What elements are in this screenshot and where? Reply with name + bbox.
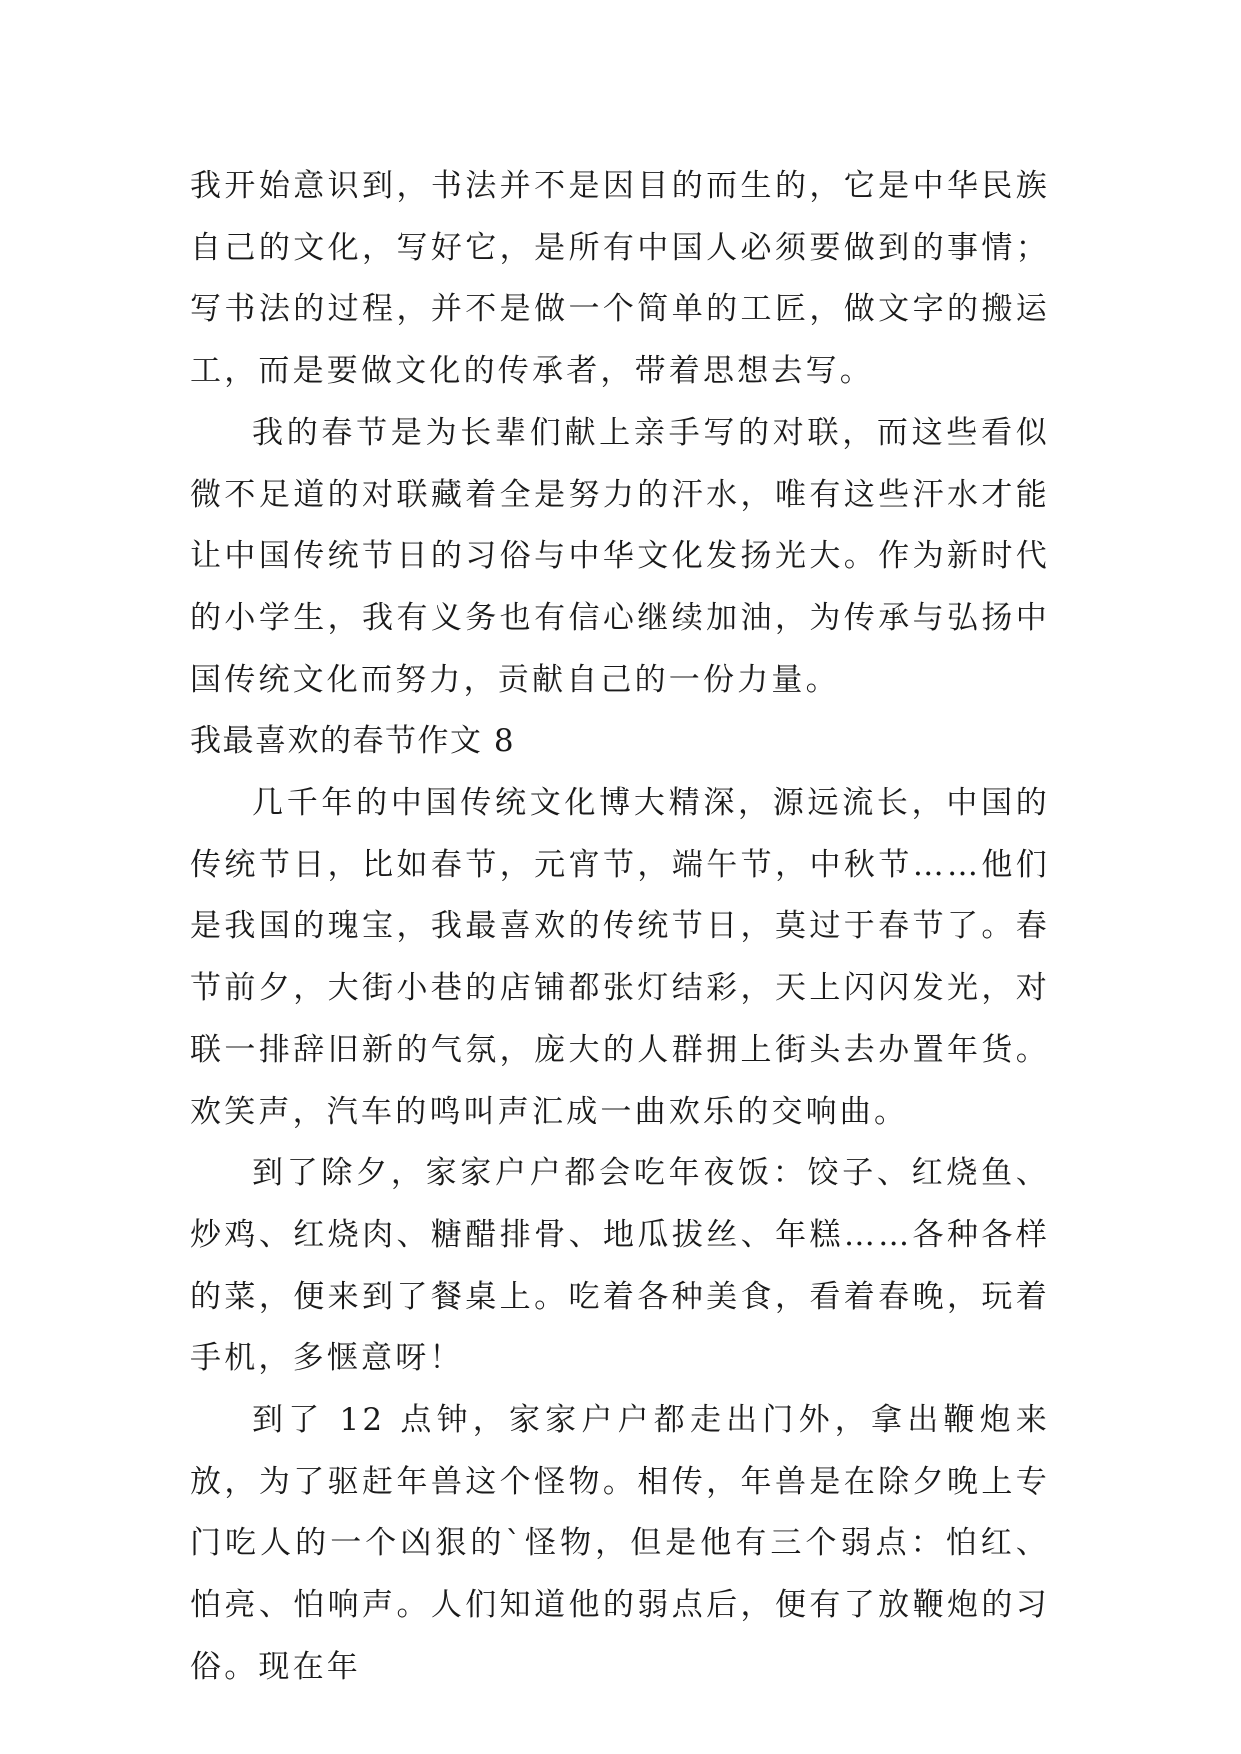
paragraph-new-years-eve-dinner: 到了除夕，家家户户都会吃年夜饭：饺子、红烧鱼、炒鸡、红烧肉、糖醋排骨、地瓜拔丝、年糕……各种各样的菜，便来到了餐桌上。吃着各种美食，看着春晚，玩着手机，多惬意呀！	[190, 1155, 1050, 1377]
essay-heading: 我最喜欢的春节作文 8	[190, 723, 516, 760]
paragraph-traditional-culture: 几千年的中国传统文化博大精深，源远流长，中国的传统节日，比如春节，元宵节，端午节，中秋节……他们是我国的瑰宝，我最喜欢的传统节日，莫过于春节了。春节前夕，大街小巷的店铺都张灯结彩，天上闪闪发光，对联一排辞旧新的气氛，庞大的人群拥上街头去办置年货。欢笑声，汽车的鸣叫声汇成一曲欢乐的交响曲。	[190, 785, 1050, 1130]
paragraph-calligraphy-reflection: 我开始意识到，书法并不是因目的而生的，它是中华民族自己的文化，写好它，是所有中国人必须要做到的事情；写书法的过程，并不是做一个简单的工匠，做文字的搬运工，而是要做文化的传承者，带着思想去写。	[190, 168, 1050, 390]
paragraph-firecrackers: 到了 12 点钟，家家户户都走出门外，拿出鞭炮来放，为了驱赶年兽这个怪物。相传，年兽是在除夕晚上专门吃人的一个凶狠的`怪物，但是他有三个弱点：怕红、怕亮、怕响声。人们知道他的弱点后，便有了放鞭炮的习俗。现在年	[190, 1402, 1050, 1685]
paragraph-spring-couplets: 我的春节是为长辈们献上亲手写的对联，而这些看似微不足道的对联藏着全是努力的汗水，唯有这些汗水才能让中国传统节日的习俗与中华文化发扬光大。作为新时代的小学生，我有义务也有信心继续加油，为传承与弘扬中国传统文化而努力，贡献自己的一份力量。	[190, 414, 1050, 698]
document-body	[190, 156, 1050, 1699]
